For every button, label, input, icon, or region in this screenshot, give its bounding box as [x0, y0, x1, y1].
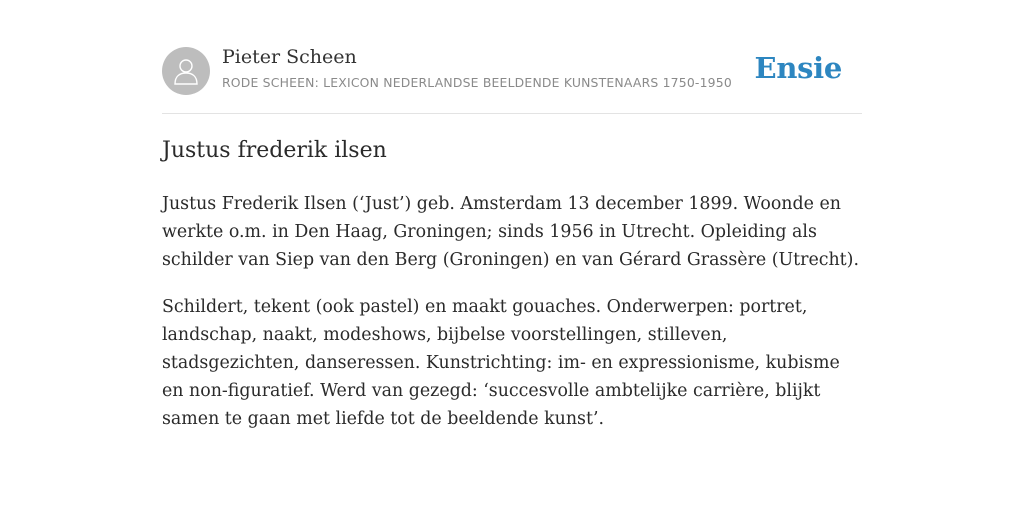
source-title[interactable]: RODE SCHEEN: LEXICON NEDERLANDSE BEELDENDE KUNSTENAARS 1750-1950 [222, 75, 732, 90]
paragraph: Justus Frederik Ilsen (‘Just’) geb. Amsterdam 13 december 1899. Woonde en werkte o.m. in Den Haag, Groningen; sinds 1956 in Utrecht. Opleiding als schilder van Siep van den Berg (Groningen) en van Gérard Grassère (Utrecht). [162, 194, 859, 270]
site-logo[interactable]: Ensie [754, 51, 842, 85]
article-header [162, 0, 862, 114]
paragraph: Schildert, tekent (ook pastel) en maakt gouaches. Onderwerpen: portret, landschap, naakt, modeshows, bijbelse voorstellingen, stilleven, stadsgezichten, danseressen. Kunstrichting: im- en expressionisme, kubisme en non-figuratief. Werd van gezegd: ‘succesvolle ambtelijke carrière, blijkt samen te gaan met liefde tot de beeldende kunst’. [162, 297, 840, 429]
article-card [162, 0, 862, 429]
author-name[interactable]: Pieter Scheen [222, 46, 357, 68]
article-body [162, 190, 862, 452]
avatar[interactable] [162, 47, 210, 95]
user-icon [173, 57, 199, 85]
article-title: Justus frederik ilsen [162, 138, 387, 163]
